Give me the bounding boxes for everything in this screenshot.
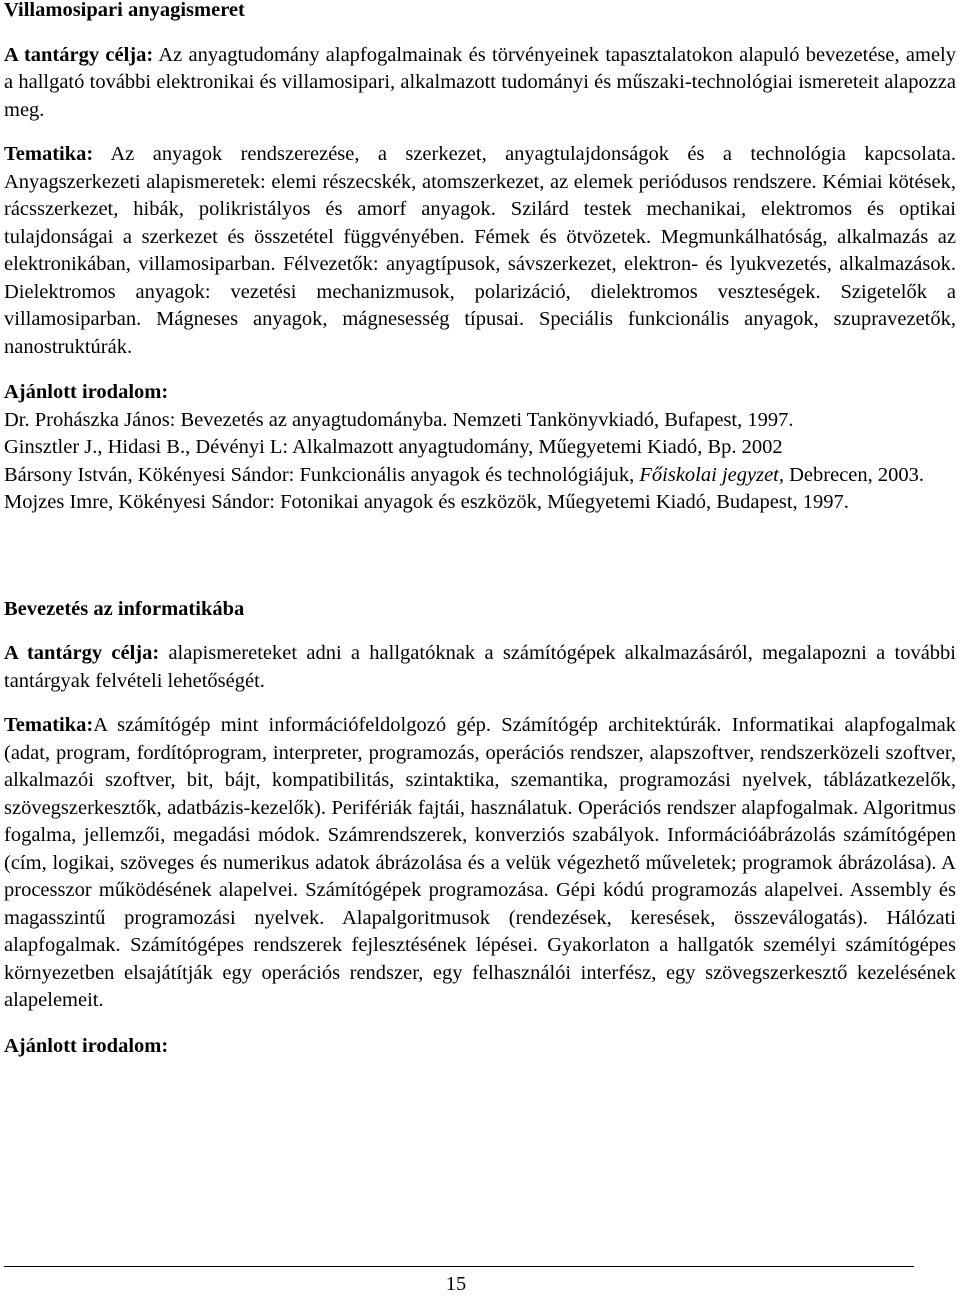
goal-text: Az anyagtudomány alapfogalmainak és törvényeinek tapasztalatokon alapuló bevezetése, amely a hallgató további elektronikai és villamosipari, alkalmazott tudományi és műszaki-technológiai ismereteit alapozza meg. <box>4 43 957 121</box>
reference-list <box>4 407 956 517</box>
reference-item: Dr. Prohászka János: Bevezetés az anyagtudományba. Nemzeti Tankönyvkiadó, Bufapest, 1997. <box>4 408 794 431</box>
reference-text: Bársony István, Kökényesi Sándor: Funkcionális anyagok és technológiájuk, <box>4 463 640 486</box>
goal-label: A tantárgy célja: <box>4 43 154 66</box>
course-goal-paragraph <box>4 640 956 695</box>
reference-item <box>4 462 956 490</box>
reference-item: Mojzes Imre, Kökényesi Sándor: Fotonikai anyagok és eszközök, Műegyetemi Kiadó, Budapest, 1997. <box>4 491 849 513</box>
literature-heading: Ajánlott irodalom: <box>4 1034 169 1057</box>
topics-text: A számítógép mint információfeldolgozó gép. Számítógép architektúrák. Informatikai alapfogalmak (adat, program, fordítóprogram, interpreter, programozás, operációs rendszer, alapszoftver, rendszerközeli szoftver, alkalmazói szoftver, bit, bájt, kompatibilitás, szintaktika, szemantika, programozási nyelvek, táblázatkezelők, szövegszerkesztők, adatbázis-kezelők). Perifériák fajtái, használatuk. Operációs rendszer alapfogalmak. Algoritmus fogalma, jellemzői, megadási módok. Számrendszerek, konverziós szabályok. Információábrázolás számítógépen (cím, logikai, szöveges és numerikus adatok ábrázolása és a velük végezhető műveletek; programok ábrázolása). A processzor működésének alapelvei. Számítógépek programozása. Gépi kódú programozás alapelvei. Assembly és magasszintű programozási nyelvek. Alapalgoritmusok (rendezések, keresések, összeválogatás). Hálózati alapfogalmak. Számítógépes rendszerek fejlesztésének lépései. Gyakorlaton a hallgatók személyi számítógépes környezetben elsajátítják egy operációs rendszer, egy felhasználói interfész, egy szövegszerkesztő kezelésének alapelemeit. <box>4 714 956 1011</box>
reference-item: Ginsztler J., Hidasi B., Dévényi L: Alkalmazott anyagtudomány, Műegyetemi Kiadó, Bp. 2002 <box>4 436 783 458</box>
footer-divider <box>4 1266 914 1267</box>
topics-label: Tematika: <box>4 143 94 165</box>
section-bevezetes <box>4 596 956 1061</box>
reference-text: Debrecen, 2003. <box>784 463 925 486</box>
page-number: 15 <box>445 1273 467 1295</box>
document-page <box>4 0 956 1060</box>
course-goal-paragraph <box>4 42 956 125</box>
course-topics-paragraph <box>4 141 956 361</box>
topics-label: Tematika: <box>4 714 94 736</box>
goal-label: A tantárgy célja: <box>4 642 160 664</box>
topics-text: Az anyagok rendszerezése, a szerkezet, anyagtulajdonságok és a technológia kapcsolata. Anyagszerkezeti alapismeretek: elemi részecskék, atomszerkezet, az elemek periódusos rendszere. Kémiai kötések, rácsszerkezet, hibák, polikristályos és amorf anyagok. Szilárd testek mechanikai, elektromos és optikai tulajdonságai a szerkezet és összetétel függvényében. Fémek és ötvözetek. Megmunkálhatóság, alkalmazás az elektronikában, villamosiparban. Félvezetők: anyagtípusok, sávszerkezet, elektron- és lyukvezetés, alkalmazások. Dielektromos anyagok: vezetési mechanizmusok, polarizáció, dielektromos veszteségek. Szigetelők a villamosiparban. Mágneses anyagok, mágnesesség típusai. Speciális funkcionális anyagok, szupravezetők, nanostruktúrák. <box>4 143 956 358</box>
section-title-informatika: Bevezetés az informatikába <box>4 597 245 620</box>
literature-heading: Ajánlott irodalom: <box>4 381 169 403</box>
course-topics-paragraph <box>4 712 956 1015</box>
section-title-villamosipari: Villamosipari anyagismeret <box>4 0 245 21</box>
goal-text: alapismereteket adni a hallgatóknak a számítógépek alkalmazásáról, megalapozni a további tantárgyak felvételi lehetőségét. <box>4 642 956 692</box>
reference-italic-text: Főiskolai jegyzet, <box>639 463 784 486</box>
